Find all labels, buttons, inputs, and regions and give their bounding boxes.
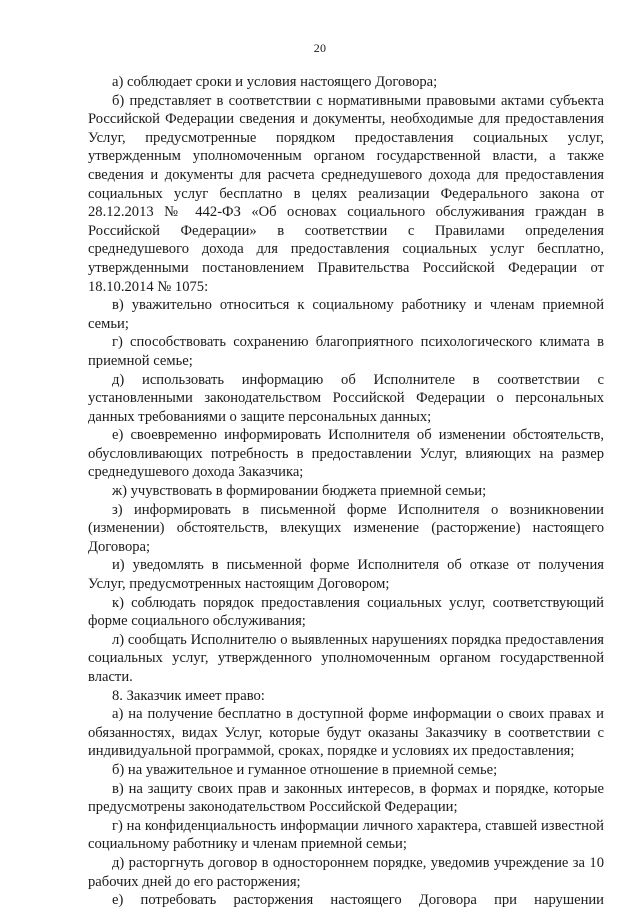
paragraph-right-b: б) на уважительное и гуманное отношение в приемной семье; (112, 761, 498, 778)
paragraph-right-g: г) на конфиденциальность информации личного характера, ставшей известной социальному работнику и членам приемной семьи; (88, 817, 604, 853)
paragraph-obligation-k: к) соблюдать порядок предоставления социальных услуг, соответствующий форме социального обслуживания; (88, 594, 604, 630)
document-body (88, 73, 604, 910)
paragraph-obligation-d: д) использовать информацию об Исполнителе в соответствии с установленными законодательством Российской Федерации о персональных данных требованиями о защите персональных данных; (88, 371, 604, 425)
paragraph-obligation-v: в) уважительно относиться к социальному работнику и членам приемной семьи; (88, 297, 604, 332)
paragraph-obligation-a: а) соблюдает сроки и условия настоящего Договора; (112, 74, 438, 90)
paragraph-obligation-zh: ж) учувствовать в формировании бюджета приемной семьи; (112, 483, 487, 500)
paragraph-obligation-g: г) способствовать сохранению благоприятного психологического климата в приемной семье; (88, 334, 604, 369)
paragraph-obligation-z: з) информировать в письменной форме Исполнителя о возникновении (изменении) обстоятельств, влекущих изменение (расторжение) настоящего Договора; (88, 501, 604, 555)
paragraph-right-e: е) потребовать расторжения настоящего Договора при нарушении (112, 892, 604, 909)
paragraph-right-a: а) на получение бесплатно в доступной форме информации о своих правах и обязанностях, видах Услуг, которые будут оказаны Заказчику в соответствии с индивидуальной программой, сроках, порядке и условиях их предоставления; (88, 706, 604, 760)
paragraph-right-v: в) на защиту своих прав и законных интересов, в формах и порядке, которые предусмотрены законодательством Российской Федерации; (88, 780, 604, 816)
paragraph-obligation-l: л) сообщать Исполнителю о выявленных нарушениях порядка предоставления социальных услуг, утвержденного уполномоченным органом государственной власти. (88, 631, 604, 685)
paragraph-obligation-e: е) своевременно информировать Исполнителя об изменении обстоятельств, обусловливающих потребность в предоставлении Услуг, влияющих на размер среднедушевого дохода Заказчика; (88, 427, 604, 481)
paragraph-obligation-i: и) уведомлять в письменной форме Исполнителя об отказе от получения Услуг, предусмотренных настоящим Договором; (88, 557, 604, 593)
paragraph-obligation-b: б) представляет в соответствии с нормативными правовыми актами субъекта Российской Федерации сведения и документы, необходимые для предоставления Услуг, предусмотренные порядком предоставления социальных услуг, утвержденным уполномоченным органом государственной власти, а также сведения и документы для расчета среднедушевого дохода для предоставления социальных услуг бесплатно в целях реализации Федерального закона от 28.12.2013 № 442-ФЗ «Об основах социального обслуживания граждан в Российской Федерации» в соответствии с Правилами определения среднедушевого дохода для предоставления социальных услуг бесплатно, утвержденными постановлением Правительства Российской Федерации от 18.10.2014 № 1075: (88, 92, 604, 295)
section-heading-customer-rights: 8. Заказчик имеет право: (112, 687, 265, 704)
page-number: 20 (313, 41, 327, 55)
paragraph-right-d: д) расторгнуть договор в одностороннем порядке, уведомив учреждение за 10 рабочих дней до его расторжения; (88, 854, 604, 890)
